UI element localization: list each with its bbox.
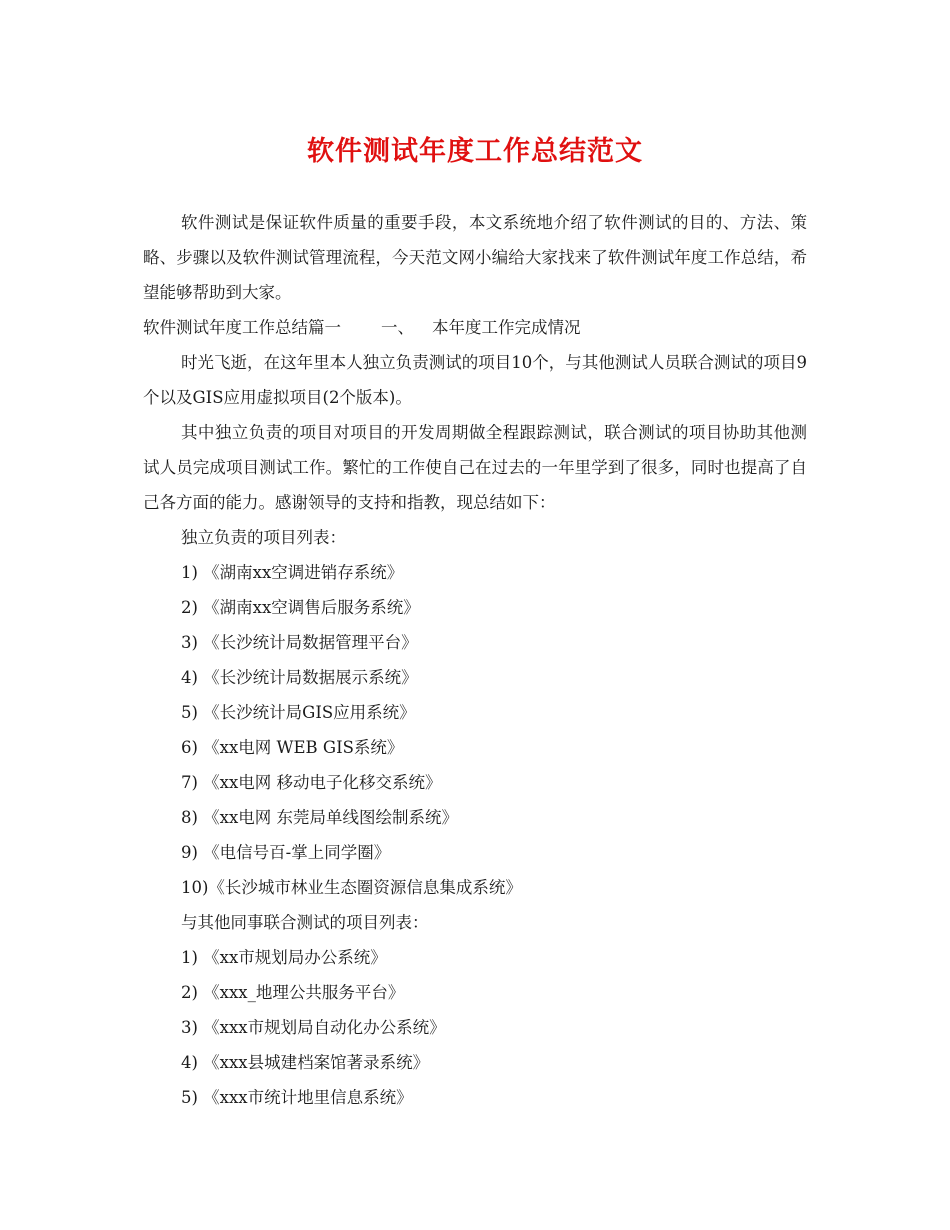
section-heading-part2: 一、 xyxy=(381,318,414,337)
section-heading-part3: 本年度工作完成情况 xyxy=(432,318,581,337)
list-item: 8) 《xx电网 东莞局单线图绘制系统》 xyxy=(181,808,459,827)
list-item: 3) 《xxx市规划局自动化办公系统》 xyxy=(181,1018,446,1037)
list-item: 5) 《xxx市统计地里信息系统》 xyxy=(181,1088,413,1107)
paragraph-work-summary: 其中独立负责的项目对项目的开发周期做全程跟踪测试，联合测试的项目协助其他测试人员完成项目测试工作。繁忙的工作使自己在过去的一年里学到了很多，同时也提高了自己各方面的能力。感谢领导的支持和指教，现总结如下： xyxy=(143,423,807,512)
section-heading-part1: 软件测试年度工作总结篇一 xyxy=(143,318,341,337)
list-item: 9) 《电信号百-掌上同学圈》 xyxy=(181,843,391,862)
paragraph-project-count: 时光飞逝，在这年里本人独立负责测试的项目10个，与其他测试人员联合测试的项目9个以及GIS应用虚拟项目(2个版本)。 xyxy=(143,353,807,407)
list-item: 6) 《xx电网 WEB GIS系统》 xyxy=(181,738,404,757)
list-item: 2) 《xxx_地理公共服务平台》 xyxy=(181,983,405,1002)
document-title: 软件测试年度工作总结范文 xyxy=(307,136,643,167)
section-heading xyxy=(143,310,807,345)
list-item: 2) 《湖南xx空调售后服务系统》 xyxy=(181,598,420,617)
list-item: 3) 《长沙统计局数据管理平台》 xyxy=(181,633,418,652)
document-body xyxy=(143,205,807,1115)
list-item: 4) 《长沙统计局数据展示系统》 xyxy=(181,668,418,687)
list-item: 1) 《xx市规划局办公系统》 xyxy=(181,948,387,967)
list-item: 1) 《湖南xx空调进销存系统》 xyxy=(181,563,404,582)
independent-list-heading: 独立负责的项目列表： xyxy=(181,528,346,547)
list-item: 7) 《xx电网 移动电子化移交系统》 xyxy=(181,773,442,792)
list-item: 10)《长沙城市林业生态圈资源信息集成系统》 xyxy=(181,878,522,897)
list-item: 5) 《长沙统计局GIS应用系统》 xyxy=(181,703,416,722)
joint-list-heading: 与其他同事联合测试的项目列表： xyxy=(181,913,429,932)
list-item: 4) 《xxx县城建档案馆著录系统》 xyxy=(181,1053,430,1072)
intro-paragraph: 软件测试是保证软件质量的重要手段，本文系统地介绍了软件测试的目的、方法、策略、步骤以及软件测试管理流程，今天范文网小编给大家找来了软件测试年度工作总结，希望能够帮助到大家。 xyxy=(143,213,807,302)
